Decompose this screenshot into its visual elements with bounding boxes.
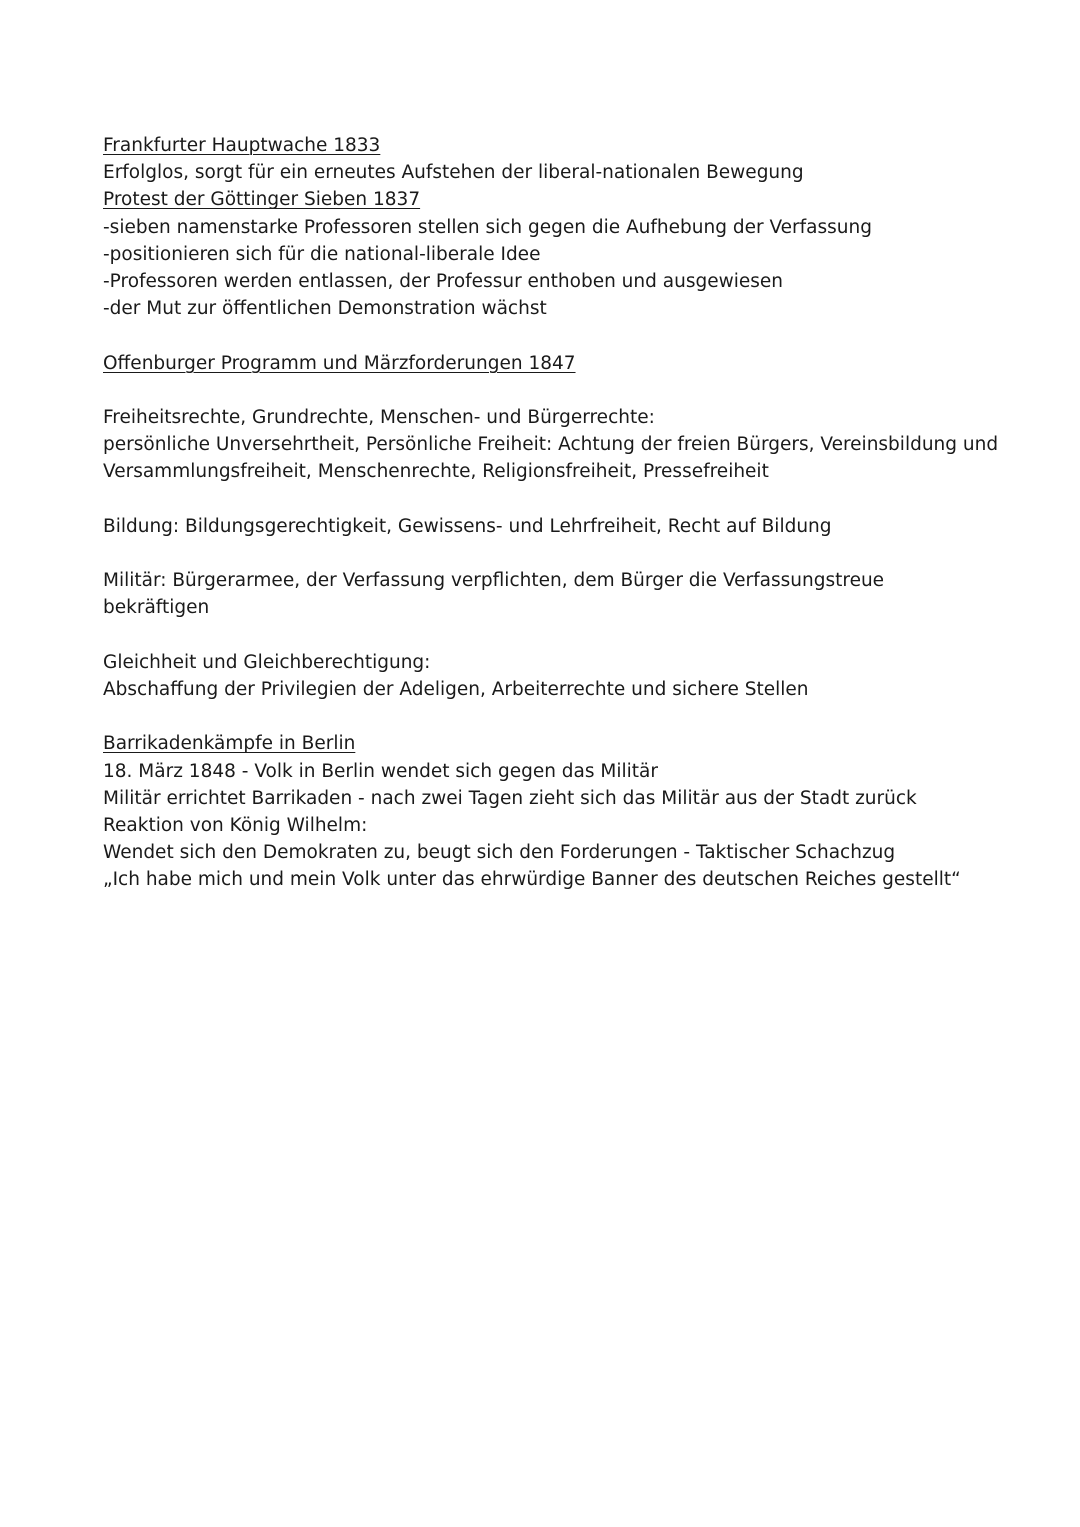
rights-text-line: persönliche Unversehrtheit, Persönliche Freiheit: Achtung der freien Bürgers, Vereinsbildung und xyxy=(103,434,999,456)
heading-barrikadenkaempfe: Barrikadenkämpfe in Berlin xyxy=(103,733,356,755)
military-text-line: Militär: Bürgerarmee, der Verfassung verpflichten, dem Bürger die Verfassungstreue xyxy=(103,570,885,592)
equality-paragraph: Abschaffung der Privilegien der Adeligen, Arbeiterrechte und sichere Stellen xyxy=(103,678,809,700)
heading-frankfurter-hauptwache: Frankfurter Hauptwache 1833 xyxy=(103,135,381,156)
education-paragraph: Bildung: Bildungsgerechtigkeit, Gewissens- und Lehrfreiheit, Recht auf Bildung xyxy=(103,515,832,537)
military-text-line: bekräftigen xyxy=(103,597,210,619)
spacer xyxy=(103,703,1003,730)
paragraph-frankfurter-hauptwache: Erfolglos, sorgt für ein erneutes Aufstehen der liberal-nationalen Bewegung xyxy=(103,162,804,184)
heading-offenburger-programm: Offenburger Programm und Märzforderungen 1847 xyxy=(103,352,576,374)
berlin-text-line: Reaktion von König Wilhelm: xyxy=(103,814,368,836)
bullet-item: -der Mut zur öffentlichen Demonstration wächst xyxy=(103,298,547,320)
spacer xyxy=(103,540,1003,567)
spacer xyxy=(103,322,1003,349)
berlin-text-line: Militär errichtet Barrikaden - nach zwei Tagen zieht sich das Militär aus der Stadt zurück xyxy=(103,787,917,809)
spacer xyxy=(103,622,1003,649)
rights-text-line: Versammlungsfreiheit, Menschenrechte, Religionsfreiheit, Pressefreiheit xyxy=(103,461,769,483)
equality-label: Gleichheit und Gleichberechtigung: xyxy=(103,651,431,673)
bullet-item: -Professoren werden entlassen, der Professur enthoben und ausgewiesen xyxy=(103,271,783,293)
heading-goettinger-sieben: Protest der Göttinger Sieben 1837 xyxy=(103,189,421,211)
berlin-text-line: Wendet sich den Demokraten zu, beugt sich den Forderungen - Taktischer Schachzug xyxy=(103,842,896,864)
spacer xyxy=(103,377,1003,404)
quote-line: „Ich habe mich und mein Volk unter das ehrwürdige Banner des deutschen Reiches gestellt“ xyxy=(103,869,961,891)
document-page xyxy=(103,132,1003,894)
spacer xyxy=(103,486,1003,513)
rights-label: Freiheitsrechte, Grundrechte, Menschen- und Bürgerrechte: xyxy=(103,407,655,428)
berlin-text-line: 18. März 1848 - Volk in Berlin wendet sich gegen das Militär xyxy=(103,760,658,782)
bullet-item: -positionieren sich für die national-liberale Idee xyxy=(103,243,541,265)
bullet-item: -sieben namenstarke Professoren stellen sich gegen die Aufhebung der Verfassung xyxy=(103,216,872,238)
